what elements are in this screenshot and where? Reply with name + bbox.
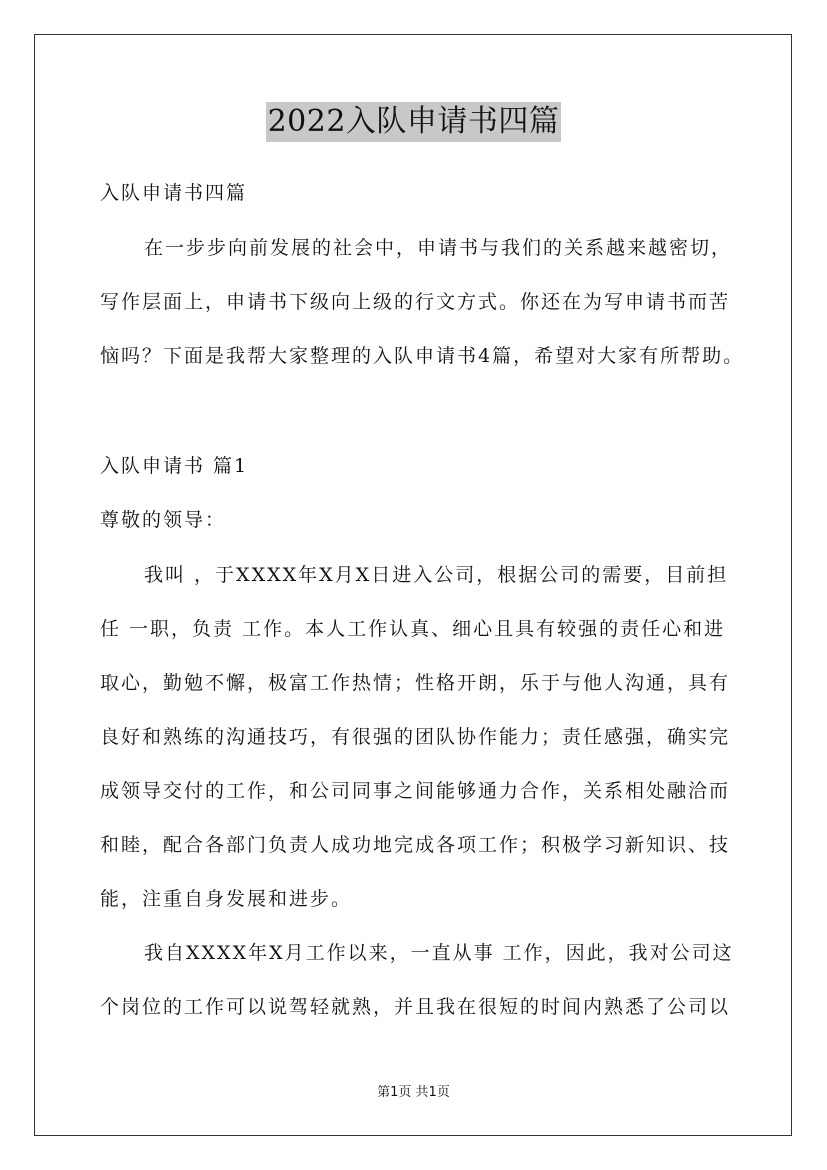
paragraph-line: 我叫 ，于XXXX年X月X日进入公司，根据公司的需要，目前担 [144,564,729,586]
paragraph-line: 任 一职，负责 工作。本人工作认真、细心且具有较强的责任心和进 [100,618,726,640]
paragraph-line: 恼吗？下面是我帮大家整理的入队申请书4篇，希望对大家有所帮助。 [100,345,745,367]
document-title: 2022入队申请书四篇 [266,102,562,142]
title-container [0,102,827,142]
paragraph-line: 良好和熟练的沟通技巧，有很强的团队协作能力；责任感强，确实完 [100,726,731,748]
paragraph-line: 能，注重自身发展和进步。 [100,888,353,910]
subtitle: 入队申请书四篇 [100,182,248,204]
paragraph-line: 和睦，配合各部门负责人成功地完成各项工作；积极学习新知识、技 [100,834,731,856]
paragraph-line: 成领导交付的工作，和公司同事之间能够通力合作，关系相处融洽而 [100,780,731,802]
paragraph-line: 写作层面上，申请书下级向上级的行文方式。你还在为写申请书而苦 [100,291,731,313]
salutation: 尊敬的领导： [100,509,227,531]
section-heading: 入队申请书 篇1 [100,455,249,477]
paragraph-line: 在一步步向前发展的社会中，申请书与我们的关系越来越密切， [144,237,733,259]
paragraph-line: 取心，勤勉不懈，极富工作热情；性格开朗，乐于与他人沟通，具有 [100,672,731,694]
paragraph-line: 个岗位的工作可以说驾轻就熟，并且我在很短的时间内熟悉了公司以 [100,996,731,1018]
page-footer: 第1页 共1页 [377,1085,450,1100]
paragraph-line: 我自XXXX年X月工作以来，一直从事 工作，因此，我对公司这 [144,942,734,964]
